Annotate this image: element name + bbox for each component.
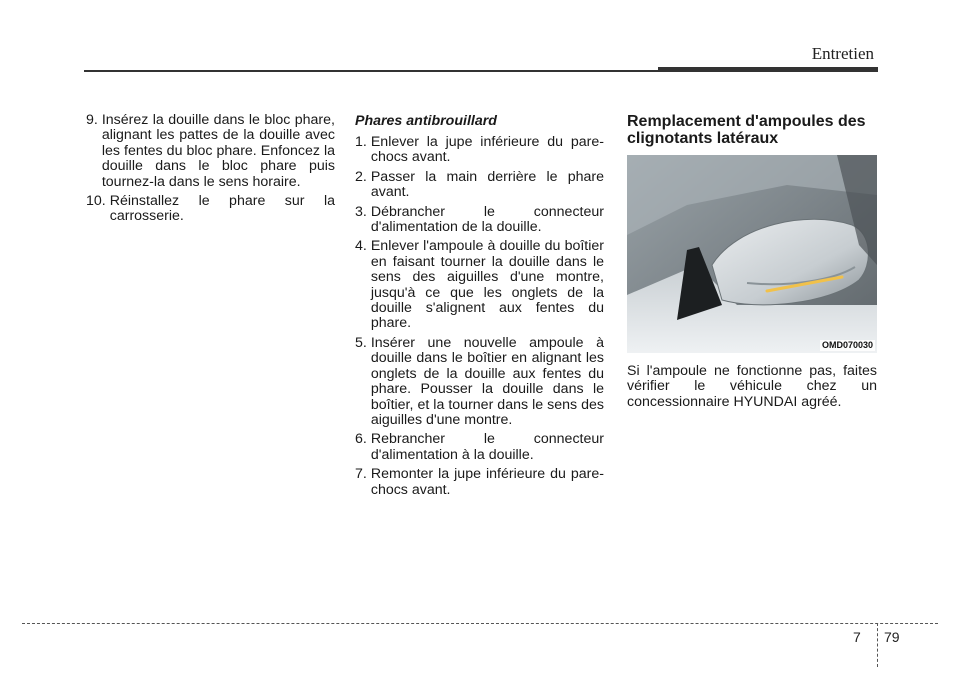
list-item: [355, 467, 604, 498]
item-number: 3.: [355, 203, 367, 220]
column-1: [86, 113, 335, 229]
footer-divider: [877, 623, 878, 667]
footer-rule: [22, 623, 938, 624]
item-number: 9.: [86, 112, 98, 128]
column-2: [355, 113, 604, 502]
item-text: Réinstallez le phare sur la carrosserie.: [109, 193, 335, 225]
item-number: 10.: [86, 193, 106, 210]
fog-lamp-heading: Phares antibrouillard: [355, 113, 497, 129]
column-3: [627, 113, 877, 410]
item-number: 2.: [355, 168, 367, 185]
item-number: 5.: [355, 334, 367, 351]
item-number: 7.: [355, 466, 367, 483]
item-text: Passer la main derrière le phare avant.: [370, 168, 604, 201]
header-rule: [84, 70, 662, 72]
side-mirror-illustration: [627, 155, 877, 353]
list-item: [355, 432, 604, 463]
list-item: [86, 194, 335, 225]
item-text: Remonter la jupe inférieure du pare-chocs avant.: [370, 466, 604, 498]
list-item: [355, 239, 604, 331]
item-text: Insérer une nouvelle ampoule à douille dans le boîtier en alignant les onglets de la douille aux fentes du phare. Pousser la douille dans le boîtier, et la tourner dans le sens des aiguilles d'une montre.: [370, 334, 604, 428]
list-item: [86, 113, 335, 190]
section-title: Remplacement d'ampoules des clignotants latéraux: [627, 113, 866, 147]
list-item: [355, 170, 604, 201]
list-item: [355, 336, 604, 428]
item-number: 6.: [355, 431, 367, 448]
figure-code: OMD070030: [821, 340, 873, 350]
page-header-title: Entretien: [811, 44, 874, 63]
list-item: [355, 205, 604, 236]
item-number: 1.: [355, 134, 367, 150]
item-number: 4.: [355, 238, 367, 255]
description-text: Si l'ampoule ne fonctionne pas, faites vérifier le véhicule chez un concessionnaire HYUNDAI agréé.: [627, 363, 877, 410]
side-mirror-figure: [627, 155, 877, 353]
item-text: Rebrancher le connecteur d'alimentation à la douille.: [370, 431, 604, 463]
chapter-number: 7: [853, 629, 861, 645]
item-text: Enlever l'ampoule à douille du boîtier en faisant tourner la douille dans le sens des aiguilles d'une montre, jusqu'à ce que les onglets de la douille s'alignent aux fentes du phare.: [370, 238, 604, 332]
page-number: 79: [884, 629, 900, 645]
item-text: Débrancher le connecteur d'alimentation de la douille.: [370, 203, 604, 236]
list-item: [355, 135, 604, 166]
item-text: Enlever la jupe inférieure du pare-chocs avant.: [370, 134, 604, 166]
header-rule-thick: [658, 67, 878, 72]
item-text: Insérez la douille dans le bloc phare, alignant les pattes de la douille avec les fentes du bloc phare. Enfoncez la douille dans le bloc phare puis tournez-la dans le sens horaire.: [101, 112, 335, 190]
